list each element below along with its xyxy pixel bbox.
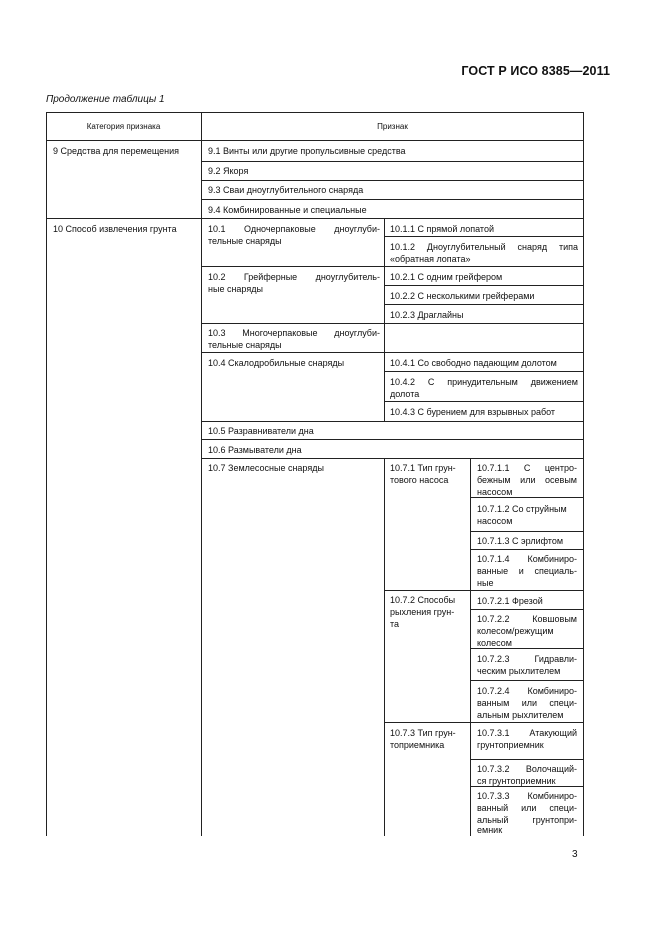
row-line — [201, 323, 584, 324]
feature-9-4: 9.4 Комбинированные и специальные — [208, 205, 367, 215]
row-line — [201, 161, 584, 162]
feature-9-3: 9.3 Сваи дноуглубительного снаряда — [208, 185, 364, 195]
feature-10-7-2-3-line2: ческим рыхлителем — [477, 666, 561, 676]
table-caption: Продолжение таблицы 1 — [46, 94, 165, 105]
row-line — [470, 531, 584, 532]
row-line — [470, 680, 584, 681]
feature-10-4-2-line1: 10.4.2 С принудительным движением — [390, 377, 578, 387]
feature-10-1-line1: 10.1 Одночерпаковые дноуглуби- — [208, 224, 380, 234]
row-line — [201, 458, 584, 459]
table-border-top — [46, 112, 584, 113]
category-9: 9 Средства для перемещения — [53, 146, 180, 156]
row-line — [470, 609, 584, 610]
row-line — [201, 266, 584, 267]
feature-10-7-1-1-line1: 10.7.1.1 С центро- — [477, 463, 577, 473]
feature-10-7-2-2-line3: колесом — [477, 638, 512, 648]
feature-10-7-3-3-line3: альный грунтопри- — [477, 815, 577, 825]
feature-10-2-2: 10.2.2 С несколькими грейферами — [390, 291, 535, 301]
table-header-bottom — [46, 140, 584, 141]
row-line — [384, 371, 584, 372]
row-line — [46, 218, 584, 219]
feature-10-4-2-line2: долота — [390, 389, 420, 399]
column-header-category: Категория признака — [86, 122, 161, 131]
feature-10-7-3-line2: топриемника — [390, 740, 445, 750]
row-line — [201, 439, 584, 440]
feature-10-7-2-2-line1: 10.7.2.2 Ковшовым — [477, 614, 577, 624]
table-divider-category — [201, 112, 202, 836]
feature-10-1-2-line1: 10.1.2 Дноуглубительный снаряд типа — [390, 242, 578, 252]
feature-10-7-3-3-line2: ванный или специ- — [477, 803, 577, 813]
feature-10-4-3: 10.4.3 С бурением для взрывных работ — [390, 407, 556, 417]
feature-10-7-2-4-line2: ванным или специ- — [477, 698, 577, 708]
feature-10-7-1-3: 10.7.1.3 С эрлифтом — [477, 536, 564, 546]
feature-10-7-3-3-line4: емник — [477, 825, 503, 835]
table-border-right — [583, 112, 584, 836]
feature-10-3-line1: 10.3 Многочерпаковые дноуглуби- — [208, 328, 380, 338]
feature-10-7-1-4-line2: ванные и специаль- — [477, 566, 577, 576]
feature-10-1-2-line2: «обратная лопата» — [390, 254, 471, 264]
feature-10-3-line2: тельные снаряды — [208, 340, 282, 350]
feature-9-1: 9.1 Винты или другие пропульсивные средства — [208, 146, 406, 156]
feature-10-5: 10.5 Разравниватели дна — [208, 426, 314, 436]
feature-10-7-3-3-line1: 10.7.3.3 Комбиниро- — [477, 791, 577, 801]
row-line — [470, 759, 584, 760]
feature-10-7-3-2-line2: ся грунтоприемник — [477, 776, 556, 786]
feature-10-1-1: 10.1.1 С прямой лопатой — [390, 224, 494, 234]
category-10: 10 Способ извлечения грунта — [53, 224, 177, 234]
feature-10-7-2-line1: 10.7.2 Способы — [390, 595, 456, 605]
feature-10-2-line2: ные снаряды — [208, 284, 263, 294]
table-divider-level2-top — [384, 218, 385, 421]
page-number: 3 — [572, 849, 578, 860]
feature-10-7-2-1: 10.7.2.1 Фрезой — [477, 596, 543, 606]
feature-10-1-line2: тельные снаряды — [208, 236, 282, 246]
table-border-left — [46, 112, 47, 836]
row-line — [201, 421, 584, 422]
feature-10-7-1-line1: 10.7.1 Тип грун- — [390, 463, 456, 473]
feature-10-7-1-2-line1: 10.7.1.2 Со струйным — [477, 504, 567, 514]
feature-10-2-line1: 10.2 Грейферные дноуглубитель- — [208, 272, 380, 282]
feature-10-2-3: 10.2.3 Драглайны — [390, 310, 464, 320]
feature-10-7-2-4-line1: 10.7.2.4 Комбиниро- — [477, 686, 577, 696]
feature-10-2-1: 10.2.1 С одним грейфером — [390, 272, 503, 282]
row-line — [384, 401, 584, 402]
row-line — [201, 180, 584, 181]
feature-10-7-1-1-line2: бежным или осевым — [477, 475, 577, 485]
row-line — [384, 236, 584, 237]
feature-10-7-3-1-line1: 10.7.3.1 Атакующий — [477, 728, 577, 738]
feature-10-7-1-2-line2: насосом — [477, 516, 513, 526]
feature-10-7-3-2-line1: 10.7.3.2 Волочащий- — [477, 764, 577, 774]
feature-10-7-2-3-line1: 10.7.2.3 Гидравли- — [477, 654, 577, 664]
feature-10-4-1: 10.4.1 Со свободно падающим долотом — [390, 358, 557, 368]
row-line — [384, 722, 584, 723]
feature-10-7-2-line2: рыхления грун- — [390, 607, 455, 617]
row-line — [384, 285, 584, 286]
row-line — [201, 352, 584, 353]
column-header-feature: Признак — [377, 122, 408, 131]
row-line — [384, 304, 584, 305]
feature-10-7: 10.7 Землесосные снаряды — [208, 463, 324, 473]
feature-10-7-1-4-line1: 10.7.1.4 Комбиниро- — [477, 554, 577, 564]
feature-10-6: 10.6 Размыватели дна — [208, 445, 302, 455]
feature-10-4: 10.4 Скалодробильные снаряды — [208, 358, 345, 368]
feature-10-7-1-line2: тового насоса — [390, 475, 449, 485]
feature-10-7-3-1-line2: грунтоприемник — [477, 740, 544, 750]
document-code: ГОСТ Р ИСО 8385—2011 — [461, 64, 610, 78]
row-line — [201, 199, 584, 200]
feature-10-7-2-4-line3: альным рыхлителем — [477, 710, 564, 720]
row-line — [470, 549, 584, 550]
feature-10-7-1-1-line3: насосом — [477, 487, 513, 497]
feature-10-7-3-line1: 10.7.3 Тип грун- — [390, 728, 456, 738]
feature-10-7-2-line3: та — [390, 619, 400, 629]
table-divider-level3 — [470, 458, 471, 836]
row-line — [384, 590, 584, 591]
table-divider-level2-bottom — [384, 458, 385, 836]
feature-10-7-2-2-line2: колесом/режущим — [477, 626, 554, 636]
feature-9-2: 9.2 Якоря — [208, 166, 249, 176]
feature-10-7-1-4-line3: ные — [477, 578, 494, 588]
